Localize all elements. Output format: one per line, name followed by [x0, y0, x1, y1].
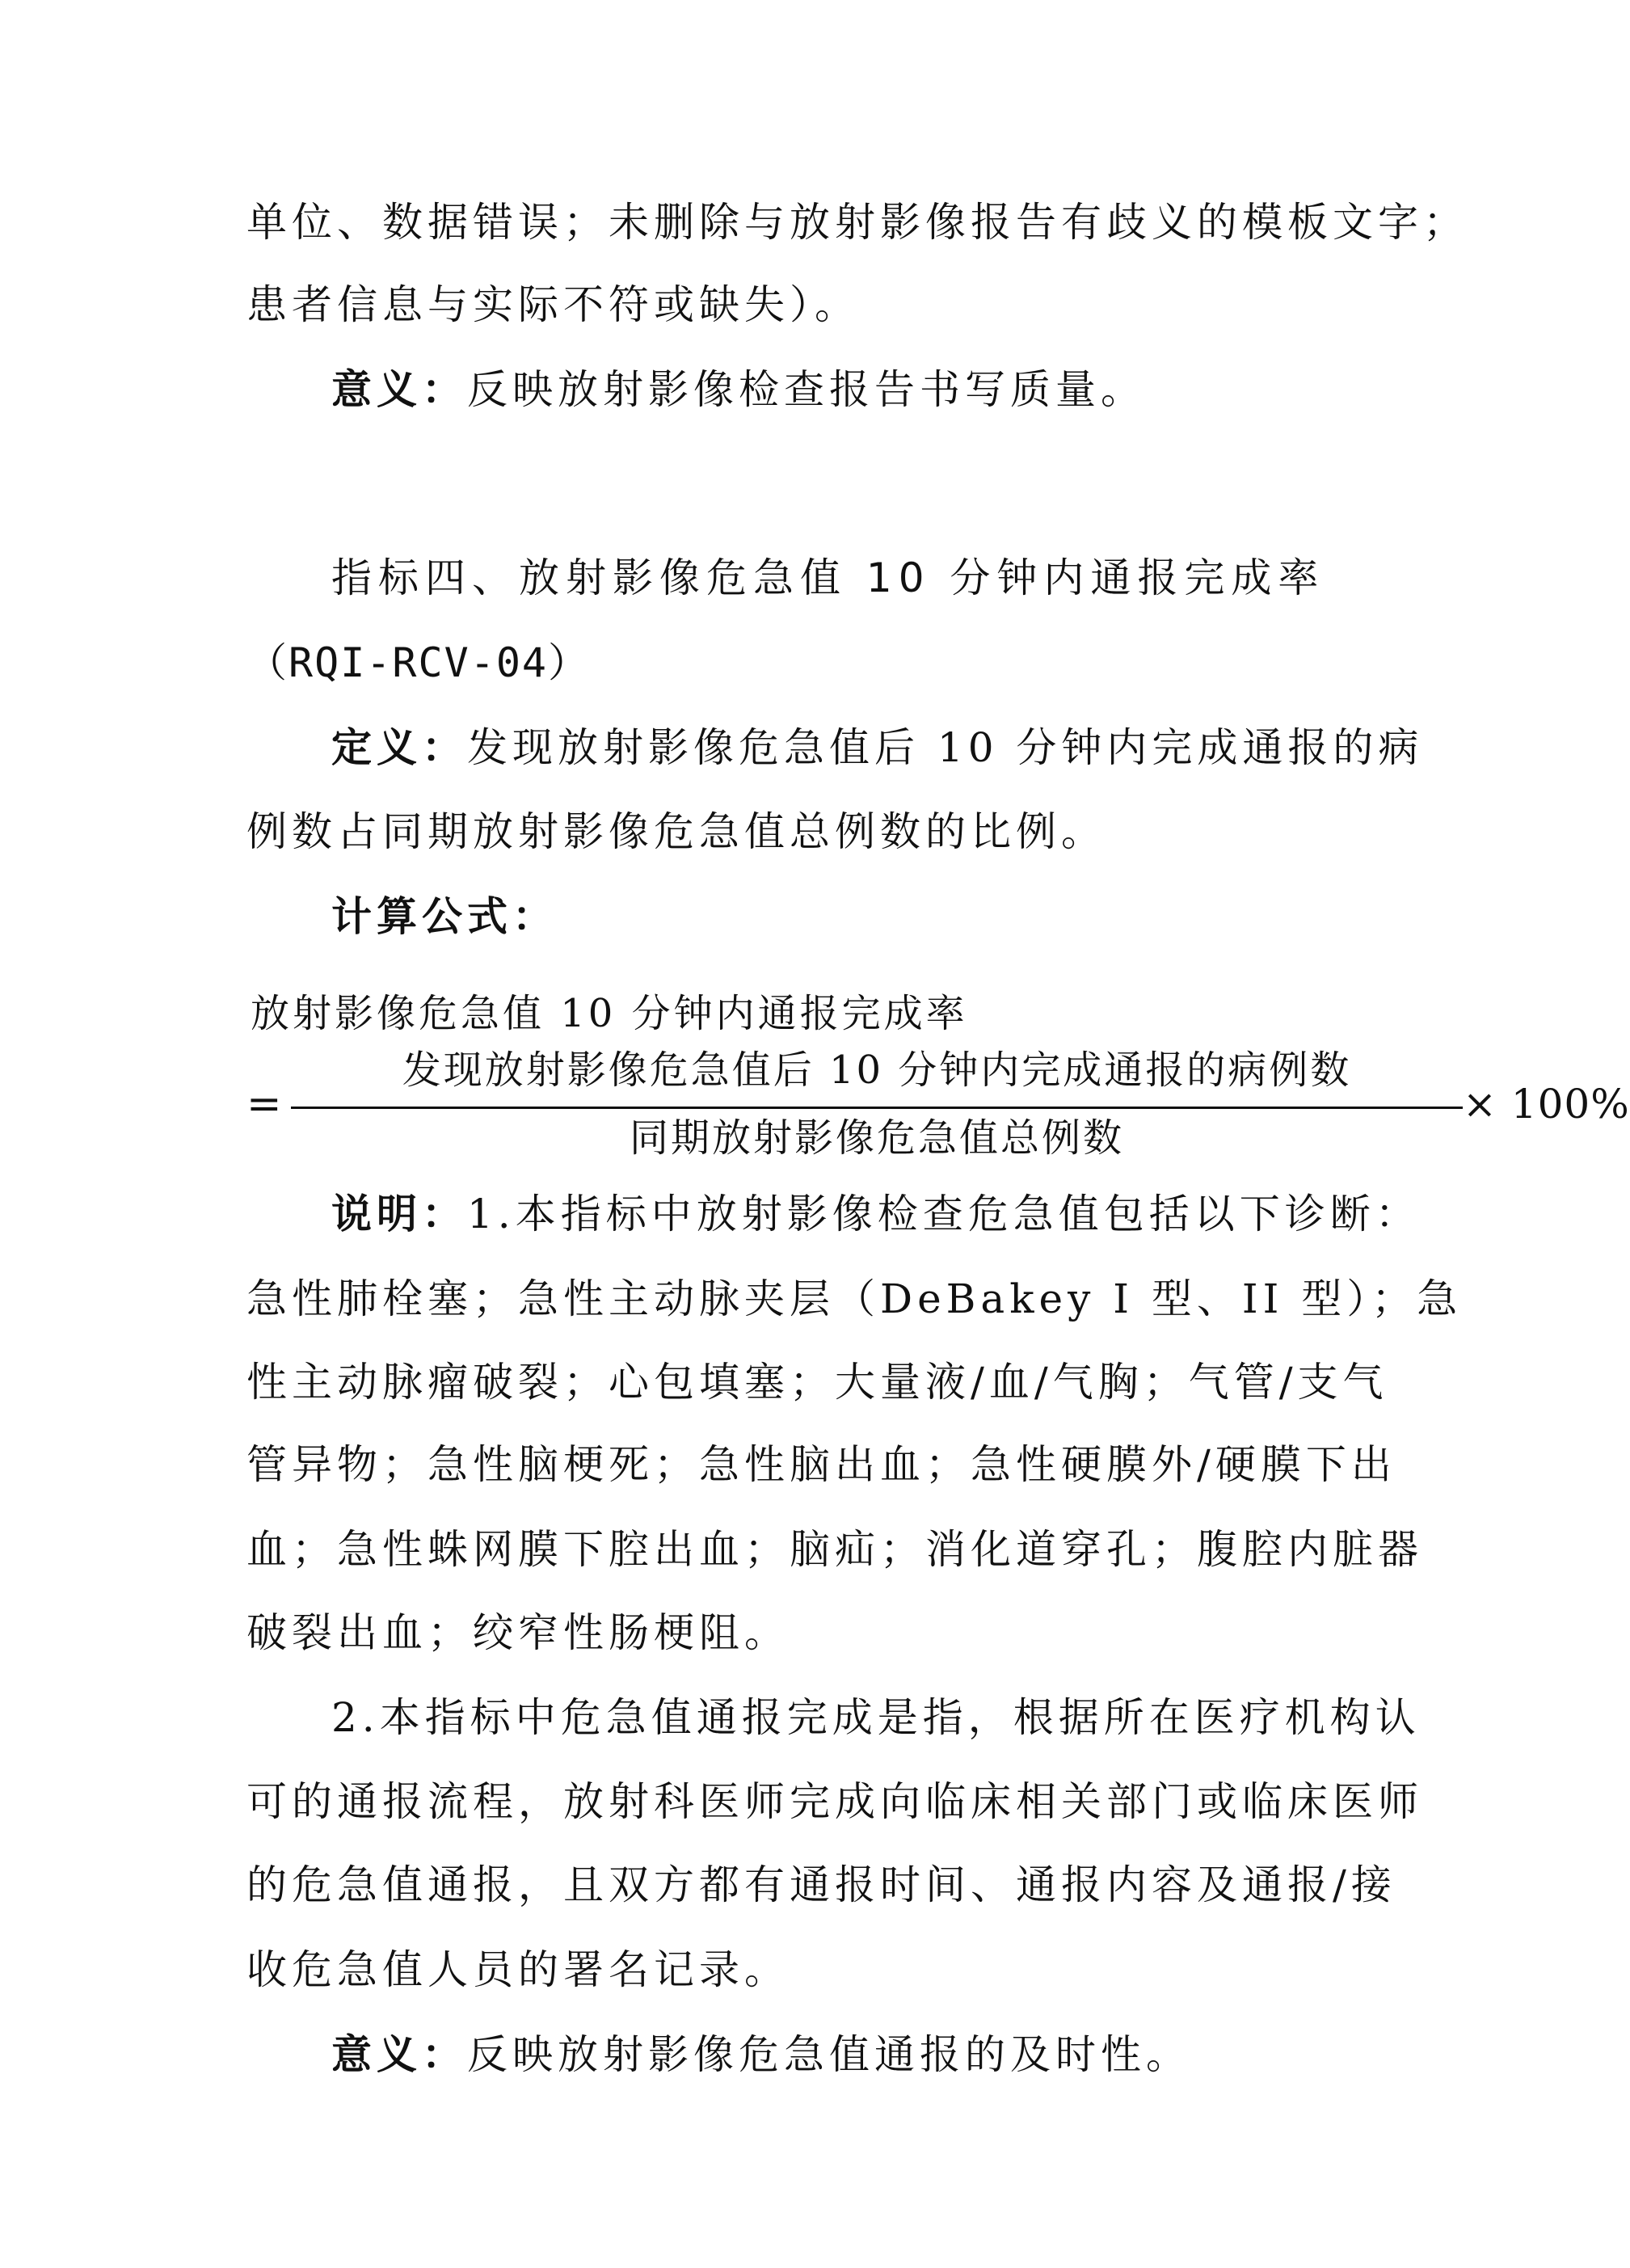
paragraph-line: 可的通报流程，放射科医师完成向临床相关部门或临床医师 — [246, 1778, 1423, 1825]
paragraph-line: 例数占同期放射影像危急值总例数的比例。 — [246, 808, 1106, 855]
paragraph-line: 2.本指标中危急值通报完成是指，根据所在医疗机构认 — [331, 1694, 1421, 1741]
paragraph-line: 患者信息与实际不符或缺失）。 — [246, 281, 860, 328]
fraction-bar — [291, 1107, 1463, 1109]
equals-sign: = — [246, 1080, 282, 1128]
paragraph-line: 破裂出血；绞窄性肠梗阻。 — [246, 1609, 790, 1656]
definition-text: 发现放射影像危急值后 10 分钟内完成通报的病 — [467, 724, 1424, 771]
formula-numerator: 发现放射影像危急值后 10 分钟内完成通报的病例数 — [402, 1048, 1352, 1093]
section-heading-code: （RQI-RCV-04） — [246, 639, 591, 686]
paragraph-line: 收危急值人员的署名记录。 — [246, 1946, 790, 1993]
meaning-text: 反映放射影像危急值通报的及时性。 — [467, 2031, 1191, 2078]
paragraph-line: 性主动脉瘤破裂；心包填塞；大量液/血/气胸；气管/支气 — [246, 1359, 1388, 1406]
meaning-label: 意义： — [331, 2031, 467, 2078]
meaning-label: 意义： — [331, 366, 467, 413]
formula-title: 计算公式： — [331, 893, 558, 940]
meaning-paragraph — [331, 364, 1370, 415]
meaning-paragraph — [331, 2029, 1370, 2080]
note-label: 说明： — [331, 1191, 467, 1237]
formula-denominator: 同期放射影像危急值总例数 — [629, 1115, 1124, 1161]
paragraph-line: 急性肺栓塞；急性主动脉夹层（DeBakey I 型、II 型）；急 — [246, 1275, 1463, 1322]
formula-block — [246, 1044, 1630, 1166]
definition-paragraph — [331, 722, 1424, 774]
paragraph-line: 管异物；急性脑梗死；急性脑出血；急性硬膜外/硬膜下出 — [246, 1441, 1396, 1488]
definition-label: 定义： — [331, 724, 467, 771]
note-text: 1.本指标中放射影像检查危急值包括以下诊断： — [467, 1191, 1421, 1237]
paragraph-line: 血；急性蛛网膜下腔出血；脑疝；消化道穿孔；腹腔内脏器 — [246, 1526, 1423, 1573]
paragraph-line: 的危急值通报，且双方都有通报时间、通报内容及通报/接 — [246, 1861, 1396, 1908]
meaning-text: 反映放射影像检查报告书写质量。 — [467, 366, 1146, 413]
note-paragraph — [331, 1188, 1421, 1240]
paragraph-line: 单位、数据错误；未删除与放射影像报告有歧义的模板文字； — [246, 199, 1468, 246]
formula-multiplier: × 100% — [1463, 1081, 1630, 1128]
formula-lhs: 放射影像危急值 10 分钟内通报完成率 — [251, 991, 968, 1036]
section-heading: 指标四、放射影像危急值 10 分钟内通报完成率 — [331, 554, 1325, 601]
